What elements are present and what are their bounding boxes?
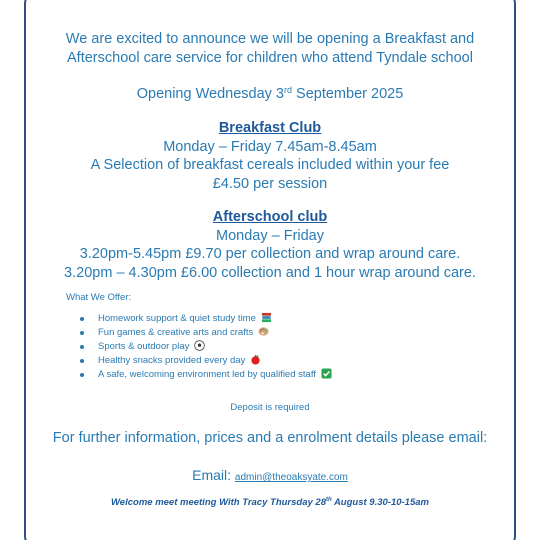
deposit-note: Deposit is required: [230, 402, 310, 413]
list-item: [76, 326, 332, 340]
opening-rest: September 2025: [292, 86, 404, 102]
what-we-offer-title: What We Offer:: [66, 292, 132, 303]
offer-text: Sports & outdoor play: [98, 341, 190, 352]
breakfast-club-section: [26, 119, 514, 193]
opening-prefix: Opening Wednesday 3: [136, 86, 284, 102]
intro-line-2: Afterschool care service for children who attend Tyndale school: [67, 50, 473, 66]
bullet-icon: [80, 317, 84, 321]
flyer-content: [26, 0, 514, 540]
list-item: [76, 312, 332, 326]
offer-text: A safe, welcoming environment led by qualified staff: [98, 369, 316, 380]
breakfast-hours: Monday – Friday 7.45am-8.45am: [163, 138, 377, 155]
bullet-icon: [80, 373, 84, 377]
afterschool-price-full: 3.20pm-5.45pm £9.70 per collection and wrap around care.: [79, 246, 461, 262]
offer-text: Homework support & quiet study time: [98, 313, 256, 324]
breakfast-price: £4.50 per session: [212, 175, 328, 192]
afterschool-days: Monday – Friday: [216, 227, 324, 244]
list-item: [76, 368, 332, 382]
afterschool-price-short: 3.20pm – 4.30pm £6.00 collection and 1 hour wrap around care.: [64, 264, 476, 281]
opening-ordinal: rd: [284, 85, 293, 95]
email-link[interactable]: admin@theoaksyate.com: [234, 472, 348, 483]
email-label: Email:: [192, 467, 235, 483]
offers-list: [76, 312, 332, 382]
welcome-ordinal: th: [325, 497, 332, 503]
opening-date: [26, 85, 514, 102]
soccer-ball-icon: [194, 340, 205, 351]
check-mark-icon: [321, 368, 332, 379]
books-icon: [261, 312, 272, 323]
offer-text: Healthy snacks provided every day: [98, 355, 246, 366]
further-info-text: For further information, prices and a enrolment details please email:: [52, 430, 488, 446]
intro-paragraph: [26, 30, 514, 68]
welcome-meeting-note: [26, 497, 514, 508]
intro-line-1: We are excited to announce we will be opening a Breakfast and: [65, 31, 475, 47]
palette-icon: [258, 326, 269, 337]
offer-text: Fun games & creative arts and crafts: [98, 327, 254, 338]
afterschool-club-heading: Afterschool club: [212, 209, 328, 225]
afterschool-club-section: [26, 208, 514, 282]
bullet-icon: [80, 345, 84, 349]
apple-icon: [250, 354, 261, 365]
breakfast-description: A Selection of breakfast cereals included within your fee: [90, 157, 450, 173]
welcome-prefix: Welcome meet meeting With Tracy Thursday 28: [111, 497, 326, 508]
list-item: [76, 354, 332, 368]
bullet-icon: [80, 331, 84, 335]
email-line: [26, 467, 514, 483]
bullet-icon: [80, 359, 84, 363]
breakfast-club-heading: Breakfast Club: [218, 120, 322, 136]
welcome-rest: August 9.30-10-15am: [331, 497, 429, 508]
list-item: [76, 340, 332, 354]
